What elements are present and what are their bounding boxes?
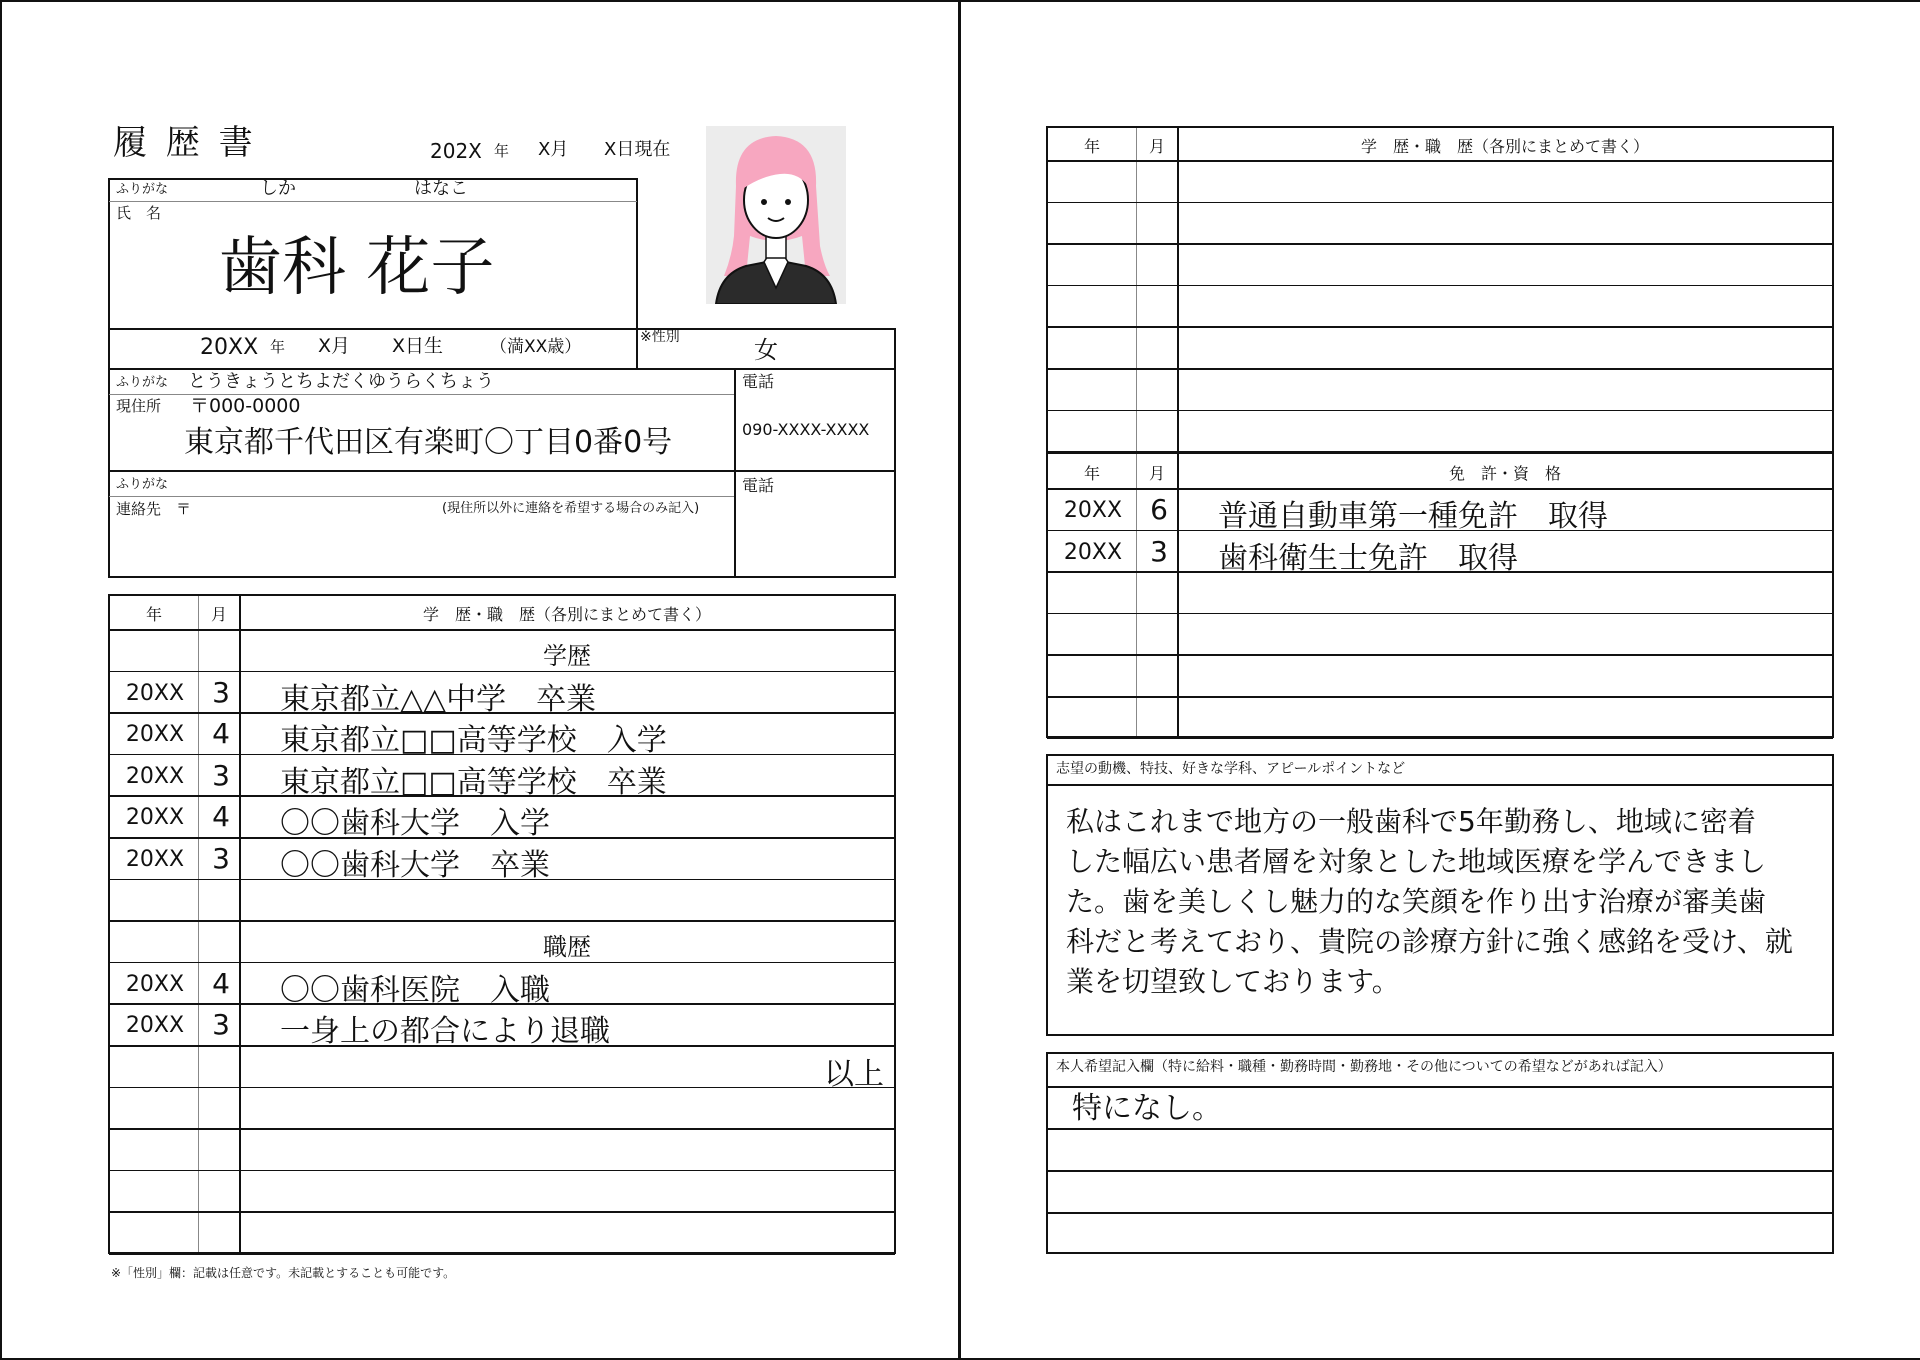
license-row-text: 普通自動車第一種免許 取得: [1218, 499, 1608, 534]
history-left-row-text: 〇〇歯科医院 入職: [280, 972, 550, 1008]
history-left-row-month: 3: [212, 1008, 230, 1042]
history-left-title-header: 学 歴・職 歴（各別にまとめて書く）: [422, 605, 711, 624]
footnote: ※「性別」欄：記載は任意です。未記載とすることも可能です。: [111, 1266, 456, 1280]
gender-value: 女: [754, 336, 778, 364]
gender-label: ※性別: [640, 329, 680, 345]
history-left-row-text: 職歴: [543, 933, 591, 962]
requests-rule: [1047, 1170, 1833, 1172]
history-right-row-rule: [1047, 243, 1833, 245]
motivation-line: た。歯を美しくし魅力的な笑顔を作り出す治療が審美歯: [1066, 885, 1767, 918]
date-year-unit: 年: [494, 142, 510, 160]
motivation-line: 科だと考えており、貴院の診療方針に強く感銘を受け、就: [1066, 925, 1793, 958]
requests-label: 本人希望記入欄（特に給料・職種・勤務時間・勤務地・その他についての希望などがあれば記入）: [1056, 1059, 1672, 1075]
motivation-label: 志望の動機、特技、好きな学科、アピールポイントなど: [1056, 761, 1406, 777]
history-left-row-year: 20XX: [125, 763, 185, 789]
phone-value: 090-XXXX-XXXX: [742, 420, 870, 439]
history-left-row-month: 3: [212, 675, 230, 709]
history-right-year-header: 年: [1083, 137, 1100, 156]
license-year-col-divider: [1136, 454, 1137, 736]
history-right-row-rule: [1047, 285, 1833, 287]
history-right-row-rule: [1047, 368, 1833, 370]
age: （満XX歳）: [490, 337, 582, 357]
license-row-month: 3: [1150, 534, 1168, 568]
requests-rule: [1047, 1128, 1833, 1130]
page-divider: [958, 0, 961, 1358]
motivation-divider: [1047, 784, 1833, 786]
history-left-row-text: 東京都立□□高等学校 卒業: [280, 764, 667, 800]
gender-divider: [636, 328, 638, 370]
history-left-row-month: 4: [212, 717, 230, 751]
contact-phone-label: 電話: [742, 476, 775, 495]
history-left-row-text: 一身上の都合により退職: [280, 1014, 610, 1050]
history-left-row-text: 以上: [824, 1057, 884, 1092]
history-left-month-header: 月: [210, 605, 227, 624]
furigana-label: ふりがな: [116, 182, 169, 197]
license-row-text: 歯科衛生士免許 取得: [1218, 540, 1518, 576]
resume-title: 履 歴 書: [113, 123, 257, 163]
right-month-col-divider: [1177, 128, 1179, 452]
license-row-rule: [1047, 696, 1833, 698]
license-row-month: 6: [1150, 493, 1168, 526]
license-row-rule: [1047, 654, 1833, 656]
history-right-title-header: 学 歴・職 歴（各別にまとめて書く）: [1360, 137, 1649, 156]
name-label: 氏 名: [116, 204, 162, 222]
furigana-divider: [109, 201, 637, 202]
history-left-row-year: 20XX: [125, 722, 185, 748]
license-row-rule: [1047, 613, 1833, 615]
phone-divider: [734, 368, 736, 578]
history-left-row-year: 20XX: [125, 680, 185, 706]
history-left-row-rule: [109, 1211, 895, 1213]
license-year-header: 年: [1083, 464, 1100, 483]
phone-label: 電話: [742, 372, 775, 391]
history-left-row-year: 20XX: [125, 1013, 185, 1039]
motivation-line: 業を切望致しております。: [1066, 965, 1400, 998]
license-row-year: 20XX: [1063, 539, 1123, 565]
history-left-row-text: 東京都立△△中学 卒業: [280, 681, 597, 717]
license-row-year: 20XX: [1063, 498, 1123, 523]
contact-note: (現住所以外に連絡を希望する場合のみ記入): [442, 501, 700, 516]
portrait-illustration: [706, 126, 846, 304]
contact-furigana-line: [109, 496, 734, 497]
date-month: X月: [538, 139, 569, 160]
history-left-row-month: 4: [212, 800, 230, 834]
history-left-row-text: 学歴: [543, 642, 591, 670]
address-furigana: とうきょうとちよだくゆうらくちょう: [188, 371, 494, 392]
birth-month: X月: [318, 335, 351, 357]
history-left-row-month: 4: [212, 966, 230, 1000]
history-right-row-rule: [1047, 160, 1833, 162]
motivation-line: 私はこれまで地方の一般歯科で5年勤務し、地域に密着: [1066, 805, 1756, 838]
license-month-header: 月: [1148, 464, 1165, 483]
requests-text: 特になし。: [1072, 1091, 1222, 1126]
license-row-rule: [1047, 738, 1833, 740]
license-row-rule: [1047, 488, 1833, 490]
history-left-row-year: 20XX: [125, 971, 185, 997]
postal-code: 〒000-0000: [190, 395, 301, 417]
history-left-row-month: 3: [212, 758, 230, 792]
history-left-row-rule: [109, 1253, 895, 1255]
history-left-row-rule: [109, 920, 895, 922]
date-day: X日現在: [604, 139, 671, 160]
history-left-row-text: 東京都立□□高等学校 入学: [280, 723, 667, 759]
date-year: 202X: [430, 139, 482, 163]
contact-label: 連絡先 〒: [116, 500, 192, 518]
history-left-row-month: 3: [212, 842, 230, 875]
requests-rule: [1047, 1212, 1833, 1214]
contact-furigana-label: ふりがな: [116, 477, 169, 492]
history-left-row-rule: [109, 629, 895, 631]
history-right-row-rule: [1047, 410, 1833, 412]
furigana-first: はなこ: [414, 178, 468, 199]
address-furigana-label: ふりがな: [116, 375, 169, 390]
address-value: 東京都千代田区有楽町〇丁目0番0号: [184, 425, 673, 460]
history-left-row-rule: [109, 1170, 895, 1172]
full-name: 歯科 花子: [218, 231, 495, 305]
birth-year-unit: 年: [270, 338, 286, 356]
photo: [706, 126, 846, 304]
history-left-row-text: 〇〇歯科大学 入学: [280, 806, 550, 842]
history-right-row-rule: [1047, 202, 1833, 204]
requests-box: [1046, 1052, 1834, 1254]
history-left-row-year: 20XX: [125, 805, 185, 831]
history-right-row-rule: [1047, 326, 1833, 328]
license-title-header: 免 許・資 格: [1448, 464, 1561, 483]
history-left-year-header: 年: [145, 605, 162, 624]
address-contact-divider: [109, 470, 895, 472]
address-label: 現住所: [116, 397, 162, 415]
history-left-row-text: 〇〇歯科大学 卒業: [280, 848, 550, 883]
history-left-row-rule: [109, 1128, 895, 1130]
birth-day: X日生: [392, 335, 444, 357]
history-right-month-header: 月: [1148, 137, 1165, 156]
right-year-col-divider: [1136, 128, 1137, 452]
history-table-right: [1046, 126, 1834, 454]
motivation-line: した幅広い患者層を対象とした地域医療を学んできまし: [1066, 845, 1767, 878]
history-left-row-year: 20XX: [125, 847, 185, 872]
furigana-last: しか: [260, 178, 296, 199]
birth-year: 20XX: [200, 335, 259, 360]
requests-rule: [1047, 1086, 1833, 1088]
